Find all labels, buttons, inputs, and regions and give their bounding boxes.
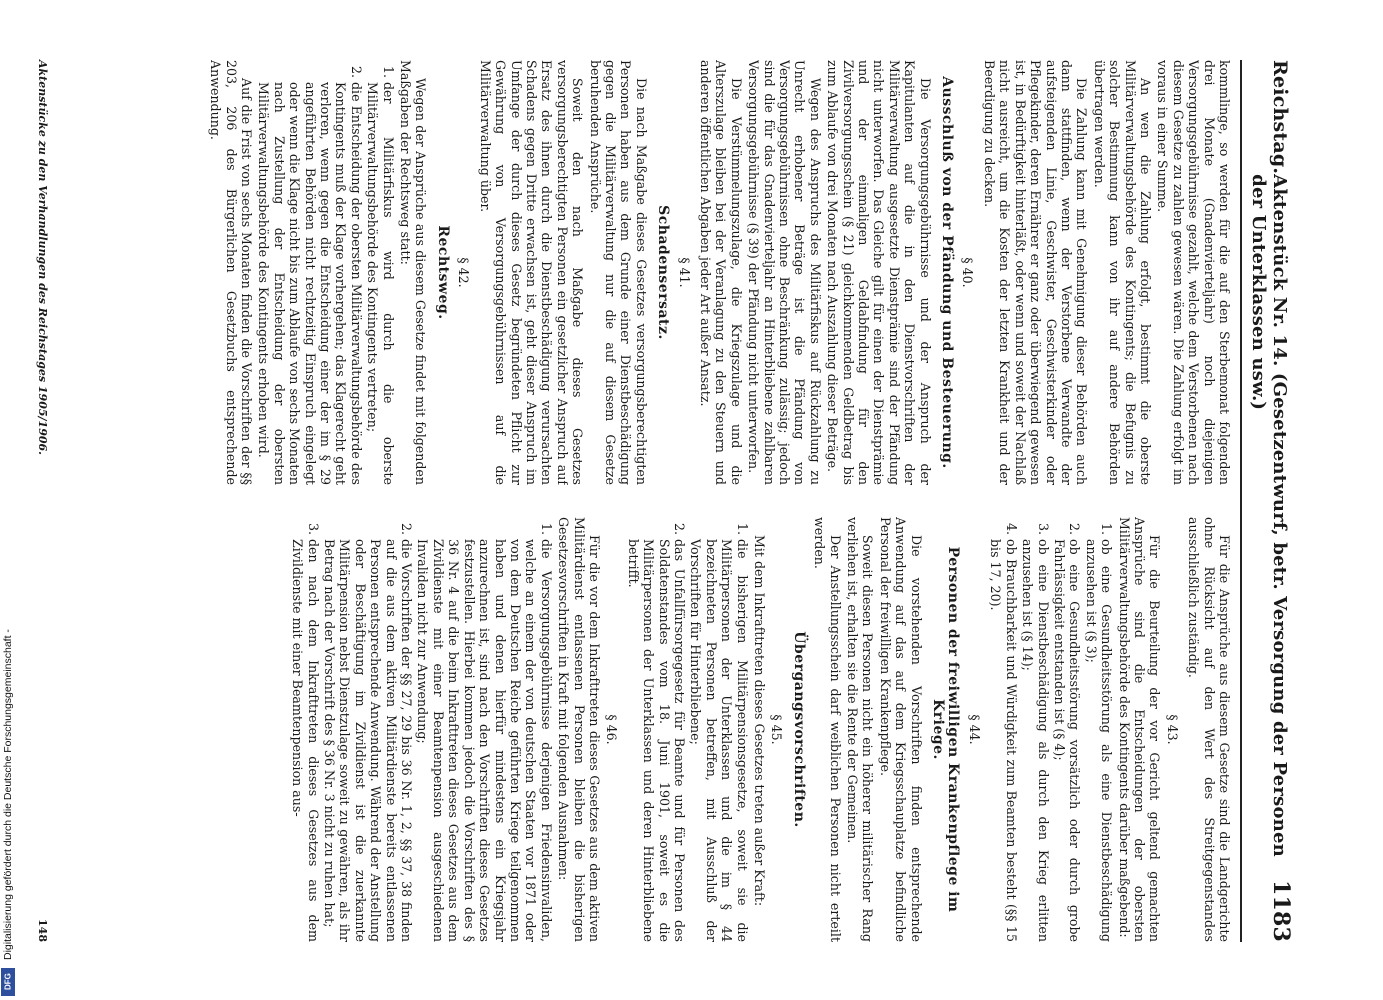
list-item-text: die Entscheidung der obersten Militärverwaltungsbehörde des Kontingents muß der Klage vorhergehen; das Klagerecht geht verloren, wenn gegen die Entscheidung einer der im § 29 angeführten Behörden nicht rechtzeitig Einspruch eingelegt oder wenn die Klage nicht bis zum Ablaufe von sechs Monaten nach Zustellung der Entscheidung der obersten Militärverwaltungsbehörde des Kontingents erhoben wird. [256, 82, 364, 485]
list-item [1020, 517, 1051, 942]
list-item [1052, 517, 1083, 942]
paragraph: Die Versorgungsgebührnisse und der Anspruch der Kapitulanten auf die in den Dienstvorschriften der Militärverwaltung ausgesetzte Dienstprämie sind der Pfändung nicht unterworfen. Das Gleiche gilt für einen der Dienstprämie und der einmaligen Geldabfindung für den Zivilversorgungsschein (§ 21) gleichkommenden Geldbetrag bis zum Ablaufe von drei Monaten nach Auszahlung dieser Beträge. [825, 60, 933, 485]
paragraph: Wegen des Anspruchs des Militärfiskus auf Rückzahlung zu Unrecht erhobener Beträge ist die Pfändung von Versorgungsgebührnissen ohne Beschränkung zulässig; jedoch sind die für das Gnadenvierteljahr an Hinterbliebene zahlbaren Versorgungsgebührnisse (§ 39) der Pfändung nicht unterworfen. [746, 60, 823, 485]
list-item [988, 517, 1019, 942]
page-header [1240, 60, 1294, 942]
list-item [256, 60, 364, 485]
paragraph: Für die Beurteilung der vor Gericht geltend gemachten Ansprüche sind die Entscheidungen der obersten Militärverwaltungsbehörde des Kontingents darüber maßgebend: [1116, 517, 1163, 942]
list-item-number: 2. [672, 522, 687, 535]
list-item-text: ob eine Dienstbeschädigung als durch den Krieg erlitten anzusehen ist (§ 14); [1020, 539, 1051, 942]
list-item-number: 2. [1067, 522, 1083, 535]
paragraph: An wen die Zahlung erfolgt, bestimmt die oberste Militärverwaltungsbehörde des Kontingents; die Befugnis zu solcher Bestimmung kann von ihr auf andere Behörden übertragen werden. [1091, 60, 1153, 485]
section-heading: Schadensersatz. [655, 205, 672, 340]
list-item [688, 517, 750, 942]
list-item-text: ob Brauchbarkeit und Würdigkeit zum Beamten besteht (§§ 15 bis 17, 20). [988, 539, 1019, 942]
paragraph: Der Anstellungsschein darf weiblichen Personen nicht erteilt werden. [812, 517, 843, 942]
section-heading: Übergangsvorschriften. [790, 631, 807, 828]
list-item-text: das Unfallfürsorgegesetz für Beamte und für Personen des Soldatenstandes vom 18. Juni 1901, soweit es die Militärpersonen der Unterklassen und deren Hinterbliebene betrifft. [625, 539, 687, 942]
section-number: § 41. [676, 257, 692, 288]
list-item-number: 1. [1099, 522, 1115, 535]
list-item [415, 517, 554, 942]
numbered-list [988, 517, 1114, 942]
left-column [84, 60, 1232, 485]
paragraph: Soweit den nach Maßgabe dieses Gesetzes versorgungsberechtigten Personen ein gesetzlicher Anspruch auf Ersatz des ihnen durch die Dienstbeschädigung verursachten Schadens gegen Dritte erwachsen ist, geht dieser Anspruch im Umfange der durch dieses Gesetz begründeten Pflicht zur Gewährung von Versorgungsgebührnissen auf die Militärverwaltung über. [477, 60, 586, 485]
list-item-number: 1. [734, 522, 750, 535]
document-page [22, 0, 1322, 1000]
section-number: § 40. [960, 257, 976, 288]
list-item-text: den nach dem Inkrafttreten dieses Gesetzes aus dem Zivildienste mit einer Beamtenpension aus- [290, 539, 321, 942]
list-item-number: 2. [348, 65, 364, 78]
list-item-number: 2. [399, 522, 415, 535]
paragraph: Für die Ansprüche aus diesem Gesetze sind die Landgerichte ohne Rücksicht auf den Wert des Streitgegenstandes ausschließlich zuständig. [1186, 517, 1232, 942]
section-heading: Rechtsweg. [434, 225, 451, 320]
list-item-number: 4. [1003, 522, 1019, 535]
numbered-list [625, 517, 749, 942]
paragraph: Für die vor dem Inkrafttreten dieses Gesetzes aus dem aktiven Militärdienst entlassenen Personen bleiben die bisherigen Gesetzesvorschriften in Kraft mit folgenden Ausnahmen: [556, 517, 602, 942]
list-item [1083, 517, 1114, 942]
list-item-number: 3. [305, 522, 321, 535]
list-item [322, 517, 414, 942]
list-item [290, 517, 321, 942]
text-columns [84, 60, 1232, 942]
section-number: § 45. [769, 714, 785, 745]
digitization-credit [0, 0, 16, 1000]
list-item-text: ob eine Gesundheitsstörung als eine Dienstbeschädigung anzusehen ist (§ 3); [1083, 539, 1115, 942]
list-item-text: der Militärfiskus wird durch die oberste Militärverwaltungsbehörde des Kontingents vertreten; [365, 82, 396, 485]
paragraph: kommlinge, so werden für die auf den Sterbemonat folgenden drei Monate (Gnadenvierteljahr) noch diejenigen Versorgungsgebührnisse gezahlt, welche dem Verstorbenen nach diesem Gesetze zu zahlen gewesen wären. Die Zahlung erfolgt im voraus in einer Summe. [1155, 60, 1232, 485]
list-item-number: 1. [538, 522, 554, 535]
list-item-text: ob eine Gesundheitsstörung vorsätzlich oder durch grobe Fahrlässigkeit entstanden ist (§ 4); [1051, 539, 1083, 942]
list-item-number: 1. [380, 65, 396, 78]
section-number: § 44. [966, 714, 982, 745]
footer-source: Aktenstücke zu den Verhandlungen des Reichstages 1905/1906. [36, 60, 49, 455]
paragraph: Mit dem Inkrafttreten dieses Gesetzes treten außer Kraft: [752, 535, 768, 907]
paragraph: Wegen der Ansprüche aus diesem Gesetze findet mit folgenden Maßgaben der Rechtsweg statt: [398, 60, 429, 485]
footer-sheet-number: 148 [36, 919, 49, 942]
list-item-text: die Vorschriften der §§ 27, 29 bis 36 Nr. 1, 2, §§ 37, 38 finden auf die aus dem aktiven Militärdienste bereits entlassenen Personen entsprechende Anwendung. Während der Anstellung oder Beschäftigung im Zivildienst ist die zuerkannte Militärpension nebst Dienstzulage soweit zu gewähren, als ihr Betrag nach der Vorschrift des § 36 Nr. 3 nicht zu ruhen hat; [322, 539, 415, 942]
paragraph: Die Zahlung kann mit Genehmigung dieser Behörden auch dann stattfinden, wenn der Verstorbene Verwandte der aufsteigenden Linie, Geschwister, Geschwisterkinder oder Pflegekinder, deren Ernährer er ganz oder überwiegend gewesen ist, in Bedürftigkeit hinterläßt, oder wenn und soweit der Nachlaß nicht ausreicht, um die Kosten der letzten Krankheit und der Beerdigung zu decken. [981, 60, 1090, 485]
header-title: Aktenstück Nr. 14. (Gesetzentwurf, betr. Versorgung der Personen der Unterklassen usw.) [1248, 174, 1290, 857]
dfg-logo-icon: DFG [1, 968, 15, 996]
section-number: § 43. [1164, 714, 1180, 745]
section-heading: Ausschluß von der Pfändung und Besteuerung. [939, 76, 956, 469]
paragraph: Die nach Maßgabe dieses Gesetzes versorgungsberechtigten Personen haben aus dem Grunde einer Dienstbeschädigung gegen die Militärverwaltung nur die auf diesem Gesetze beruhenden Ansprüche. [587, 60, 649, 485]
list-item-text: die Versorgungsgebührnisse derjenigen Friedensinvaliden, welche an einem der von deutschen Staaten vor 1871 oder von dem Deutschen Reiche geführten Kriege teilgenommen haben und denen hierfür mindestens ein Kriegsjahr anzurechnen ist, sind nach den Vorschriften dieses Gesetzes festzustellen. Hierbei kommen jedoch die Vorschriften des § 36 Nr. 4 auf die beim Inkrafttreten dieses Gesetzes aus dem Zivildienste mit einer Beamtenpension ausgeschiedenen Invaliden nicht zur Anwendung; [415, 539, 554, 942]
credit-text: Digitalisierung gefördert durch die Deutsche Forschungsgemeinschaft - [2, 629, 14, 960]
header-chamber: Reichstag. [1269, 60, 1291, 175]
paragraph: Auf die Frist von sechs Monaten finden die Vorschriften der §§ 203, 206 des Bürgerlichen Gesetzbuchs entsprechende Anwendung. [208, 60, 255, 485]
paragraph: Soweit diesen Personen nicht ein höherer militärischer Rang verliehen ist, erhalten sie die Rente der Gemeinen. [845, 517, 876, 942]
numbered-list [290, 517, 554, 942]
list-item [625, 517, 687, 942]
paragraph: Die Verstümmelungszulage, die Kriegszulage und die Alterszulage bleiben bei der Veranlagung zu den Steuern und anderen öffentlichen Abgaben jeder Art außer Ansatz. [698, 60, 744, 485]
list-item-number: 3. [1035, 522, 1051, 535]
paragraph: Die vorstehenden Vorschriften finden entsprechende Anwendung auf das auf dem Kriegsschauplatze befindliche Personal der freiwilligen Krankenpflege. [877, 517, 924, 942]
section-number: § 46. [604, 714, 620, 745]
section-number: § 42. [456, 257, 472, 288]
right-column [84, 517, 1232, 942]
section-heading: Personen der freiwilligen Krankenpflege im Kriege. [930, 546, 962, 913]
list-item-text: die bisherigen Militärpensionsgesetze, soweit sie die Militärpersonen der Unterklassen und die im § 44 bezeichneten Personen betreffen, mit Ausschluß der Vorschriften für Hinterbliebene; [688, 539, 750, 942]
list-item [365, 60, 396, 485]
page-footer [36, 60, 49, 942]
numbered-list [256, 60, 396, 485]
header-page-number: 1183 [1268, 879, 1294, 942]
